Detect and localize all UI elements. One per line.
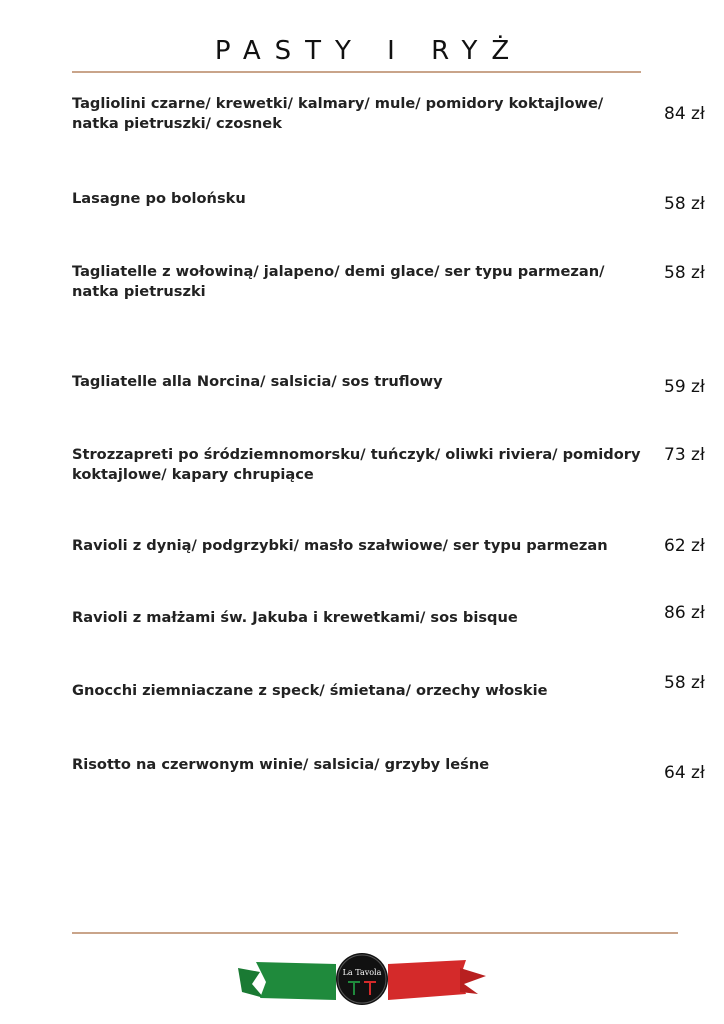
logo-graphic (238, 948, 486, 1008)
menu-item-price: 58 zł (664, 263, 705, 283)
menu-item (72, 445, 705, 485)
menu-item (72, 189, 705, 214)
menu-item (72, 536, 705, 556)
green-ribbon-tail (238, 968, 264, 998)
menu-item-price: 58 zł (664, 673, 705, 693)
menu-item-name: Tagliatelle alla Norcina/ salsicia/ sos truflowy (72, 373, 443, 390)
menu-item (72, 262, 705, 302)
green-ribbon (256, 962, 336, 1000)
menu-item-name: Strozzapreti po śródziemnomorsku/ tuńczyk/ oliwki riviera/ pomidory koktajlowe/ kapary chrupiące (72, 446, 641, 483)
menu-item (72, 673, 705, 701)
menu-item-price: 62 zł (664, 536, 705, 556)
top-divider (72, 71, 641, 73)
menu-item-name: Tagliolini czarne/ krewetki/ kalmary/ mule/ pomidory koktajlowe/ natka pietruszki/ czosnek (72, 95, 604, 132)
menu-item-name: Risotto na czerwonym winie/ salsicia/ grzyby leśne (72, 756, 490, 773)
logo-text: La Tavola (342, 968, 382, 977)
menu-item (72, 372, 705, 397)
red-ribbon (388, 960, 466, 1000)
menu-item-price: 59 zł (664, 377, 705, 397)
menu-item-name: Tagliatelle z wołowiną/ jalapeno/ demi glace/ ser typu parmezan/ natka pietruszki (72, 263, 605, 300)
menu-item (72, 94, 705, 134)
menu-item-price: 58 zł (664, 194, 705, 214)
menu-item-price: 86 zł (664, 603, 705, 623)
restaurant-logo (238, 948, 486, 1008)
red-ribbon-tail (460, 968, 486, 994)
menu-item (72, 755, 705, 783)
logo-circle (336, 953, 388, 1005)
menu-item-price: 73 zł (664, 445, 705, 465)
menu-item-name: Gnocchi ziemniaczane z speck/ śmietana/ orzechy włoskie (72, 682, 548, 699)
menu-item-name: Ravioli z małżami św. Jakuba i krewetkami/ sos bisque (72, 609, 518, 626)
page-title: PASTY I RYŻ (214, 36, 524, 66)
menu-item-name: Lasagne po bolońsku (72, 190, 246, 207)
menu-item (72, 603, 705, 628)
bottom-divider (72, 932, 678, 934)
menu-item-price: 64 zł (664, 763, 705, 783)
menu-item-name: Ravioli z dynią/ podgrzybki/ masło szałwiowe/ ser typu parmezan (72, 537, 608, 554)
menu-item-price: 84 zł (664, 104, 705, 124)
